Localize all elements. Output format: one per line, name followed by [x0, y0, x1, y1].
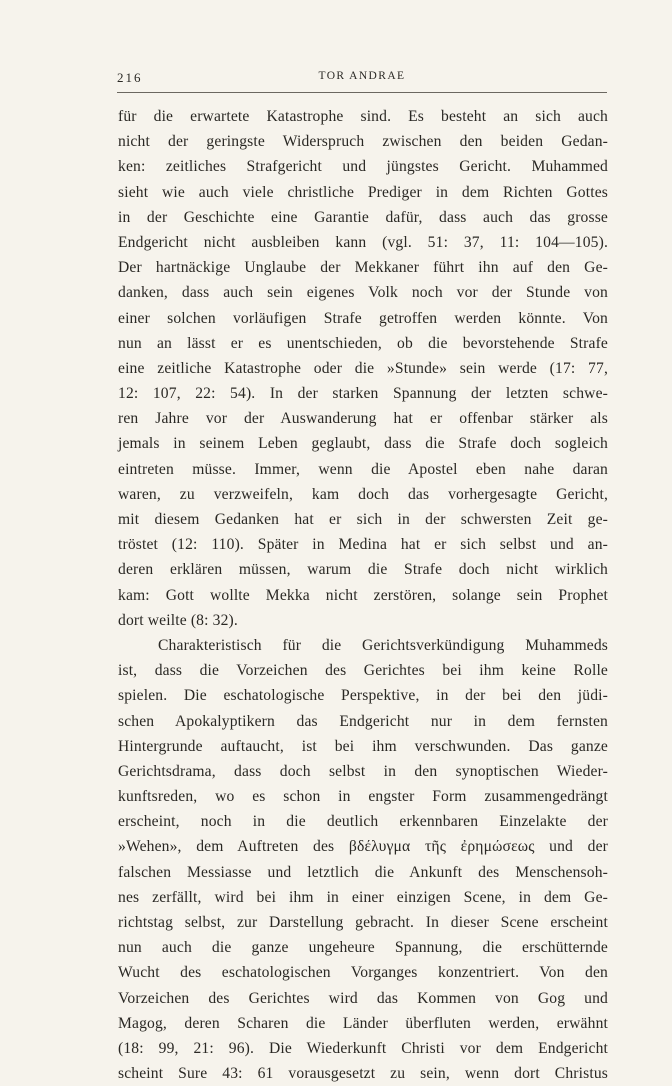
text-line: sieht wie auch viele christliche Prediger in dem Richten Gottes — [118, 183, 608, 201]
text-line: nes zerfällt, wird bei ihm in einer einzigen Scene, in dem Ge- — [118, 888, 608, 906]
text-line: falschen Messiasse und letztlich die Ankunft des Menschensoh- — [118, 863, 608, 881]
page-header — [117, 70, 607, 93]
text-line: waren, zu verzweifeln, kam doch das vorhergesagte Gericht, — [118, 485, 608, 503]
text-line: Gerichtsdrama, dass doch selbst in den synoptischen Wieder- — [118, 762, 608, 780]
text-line: für die erwartete Katastrophe sind. Es besteht an sich auch — [118, 108, 608, 125]
text-line: erscheint, noch in die deutlich erkennbaren Einzelakte der — [118, 813, 608, 831]
text-line: kunftsreden, wo es schon in engster Form zusammengedrängt — [118, 788, 608, 806]
text-line: schen Apokalyptikern das Endgericht nur in dem fernsten — [118, 712, 608, 730]
text-line: dort weilte (8: 32). — [118, 611, 238, 629]
text-line: in der Geschichte eine Garantie dafür, dass auch das grosse — [118, 208, 608, 226]
text-line: Charakteristisch für die Gerichtsverkündigung Muhammeds — [158, 636, 608, 654]
text-line: kam: Gott wollte Mekka nicht zerstören, solange sein Prophet — [118, 586, 608, 604]
text-line: scheint Sure 43: 61 vorausgesetzt zu sein, wenn dort Christus — [118, 1065, 608, 1083]
text-line: mit diesem Gedanken hat er sich in der schwersten Zeit ge- — [118, 511, 608, 528]
text-line: (18: 99, 21: 96). Die Wiederkunft Christi vor dem Endgericht — [118, 1039, 608, 1057]
text-line: ist, dass die Vorzeichen des Gerichtes bei ihm keine Rolle — [118, 662, 608, 680]
text-line: Vorzeichen des Gerichtes wird das Kommen von Gog und — [118, 989, 608, 1007]
text-line: nun an lässt er es unentschieden, ob die bevorstehende Strafe — [118, 334, 608, 352]
paragraph — [118, 104, 608, 633]
text-line: einer solchen vorläufigen Strafe getroffen werden könnte. Von — [118, 309, 608, 327]
text-line: jemals in seinem Leben geglaubt, dass die Strafe doch sogleich — [118, 435, 608, 453]
text-line: nicht der geringste Widerspruch zwischen den beiden Gedan- — [118, 133, 608, 151]
text-line: Wucht des eschatologischen Vorganges konzentriert. Von den — [118, 964, 608, 982]
paragraph — [118, 633, 608, 1086]
text-line: Der hartnäckige Unglaube der Mekkaner führt ihn auf den Ge- — [118, 259, 608, 277]
text-line: richtstag selbst, zur Darstellung gebracht. In dieser Scene erscheint — [118, 914, 608, 931]
text-line: ken: zeitliches Strafgericht und jüngstes Gericht. Muhammed — [118, 158, 608, 176]
text-line: Magog, deren Scharen die Länder überfluten werden, erwähnt — [118, 1014, 608, 1032]
text-line: 12: 107, 22: 54). In der starken Spannung der letzten schwe- — [118, 385, 608, 403]
text-line: ren Jahre vor der Auswanderung hat er offenbar stärker als — [118, 410, 608, 428]
page-number: 216 — [117, 70, 143, 85]
text-line: nun auch die ganze ungeheure Spannung, die erschütternde — [118, 939, 608, 957]
running-head: TOR ANDRAE — [318, 70, 406, 82]
text-line: Hintergrunde auftaucht, ist bei ihm verschwunden. Das ganze — [118, 737, 608, 755]
text-line: Endgericht nicht ausbleiben kann (vgl. 51: 37, 11: 104—105). — [118, 233, 608, 251]
text-line: tröstet (12: 110). Später in Medina hat er sich selbst und an- — [118, 536, 608, 554]
text-line: »Wehen», dem Auftreten des βδέλυγμα τῆς ἐρημώσεως und der — [118, 838, 608, 856]
text-line: danken, dass auch sein eigenes Volk noch vor der Stunde von — [118, 284, 608, 302]
text-line: eintreten müsse. Immer, wenn die Apostel eben nahe daran — [118, 460, 608, 478]
text-line: deren erklären müssen, warum die Strafe doch nicht wirklich — [118, 561, 608, 579]
text-line: eine zeitliche Katastrophe oder die »Stunde» sein werde (17: 77, — [118, 359, 608, 377]
body-text — [118, 104, 608, 1086]
text-line: spielen. Die eschatologische Perspektive, in der bei den jüdi- — [118, 687, 608, 705]
